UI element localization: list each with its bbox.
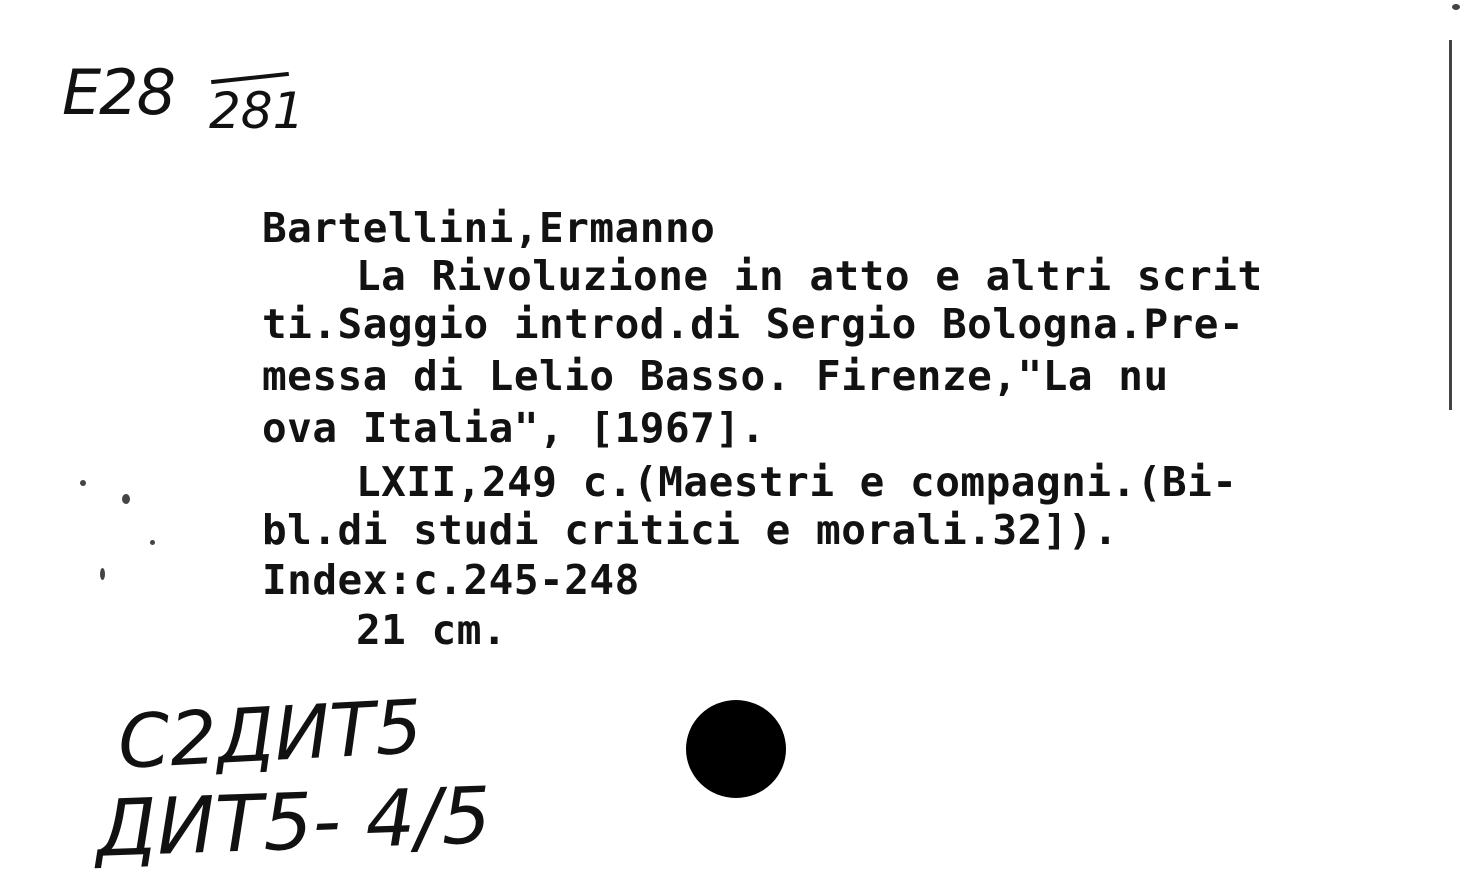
title-line-1: La Rivoluzione in atto e altri scrit xyxy=(356,252,1263,300)
shelf-mark-number: 281 xyxy=(209,82,305,140)
title-line-2: ti.Saggio introd.di Sergio Bologna.Pre- xyxy=(262,300,1245,348)
author-heading: Bartellini,Ermanno xyxy=(262,204,716,252)
punch-hole xyxy=(686,700,786,798)
speck xyxy=(100,568,105,580)
card-edge-line xyxy=(1449,40,1452,410)
handwritten-note-1: С2ДИТ5 xyxy=(115,684,425,786)
shelf-mark-fraction xyxy=(205,62,315,162)
title-line-3: messa di Lelio Basso. Firenze,"La nu xyxy=(262,352,1169,400)
size-note: 21 cm. xyxy=(356,606,508,654)
index-note: Index:c.245-248 xyxy=(262,556,640,604)
title-line-4: ova Italia", [1967]. xyxy=(262,404,766,452)
speck xyxy=(1452,4,1460,10)
collation-line-2: bl.di studi critici e morali.32]). xyxy=(262,506,1119,554)
collation-line-1: LXII,249 c.(Maestri e compagni.(Bi- xyxy=(356,458,1238,506)
handwritten-note-2: ДИТ5- 4/5 xyxy=(94,771,493,875)
speck xyxy=(80,480,86,486)
speck xyxy=(122,494,130,504)
shelf-mark-prefix: E28 xyxy=(62,56,175,129)
speck xyxy=(150,540,155,545)
